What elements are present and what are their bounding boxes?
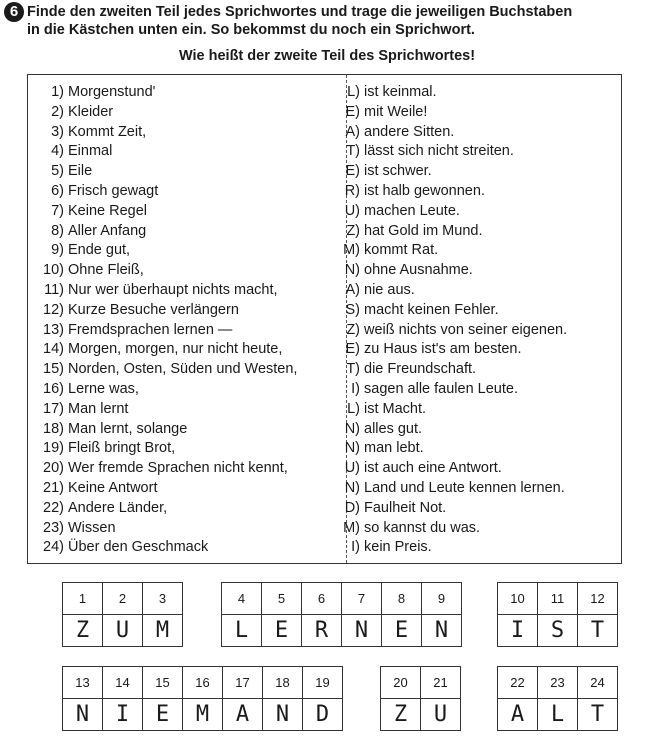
grid-answer-cell[interactable]: Z (381, 699, 421, 731)
proverb-end-item (338, 420, 422, 440)
grid-number-cell: 10 (498, 583, 538, 615)
item-number: 11) (44, 282, 64, 298)
proverb-end-text: nie aus. (364, 282, 415, 298)
proverb-end-item (338, 202, 460, 222)
item-number: 18) (43, 420, 64, 437)
proverb-end-item (338, 162, 432, 182)
item-number: 19) (43, 440, 64, 457)
proverb-start-text: Aller Anfang (68, 222, 147, 239)
grid-answer-cell[interactable]: T (578, 615, 618, 647)
item-letter: U) (344, 202, 360, 219)
grid-answer-cell[interactable]: T (578, 699, 618, 731)
grid-number-cell: 6 (302, 583, 342, 615)
proverb-end-item (338, 479, 565, 499)
proverb-end-text: ohne Ausnahme. (364, 262, 473, 279)
item-letter: L) (347, 400, 360, 417)
grid-answer-cell[interactable]: R (302, 615, 342, 647)
answer-grid (497, 582, 618, 647)
proverb-end-text: lässt sich nicht streiten. (364, 143, 514, 160)
item-letter: T) (346, 361, 360, 378)
item-letter: A) (345, 123, 360, 140)
grid-number-cell: 23 (538, 667, 578, 699)
answer-grid (221, 582, 462, 647)
item-letter: M) (343, 242, 360, 259)
item-letter: N) (344, 420, 360, 437)
grid-number-cell: 8 (382, 583, 422, 615)
grid-number-cell: 22 (498, 667, 538, 699)
grid-answer-cell[interactable]: N (422, 615, 462, 647)
proverb-start-item (28, 499, 167, 519)
grid-number-cell: 20 (381, 667, 421, 699)
proverb-end-item (338, 459, 502, 479)
grid-answer-cell[interactable]: D (303, 699, 343, 731)
item-number: 4) (51, 143, 64, 160)
grid-answer-cell[interactable]: U (421, 699, 461, 731)
proverb-end-item (338, 321, 567, 341)
proverb-start-item (28, 439, 175, 459)
item-number: 2) (51, 103, 64, 120)
grid-answer-cell[interactable]: L (222, 615, 262, 647)
proverb-start-text: Kurze Besuche verlängern (68, 301, 239, 318)
proverb-start-item (28, 103, 113, 123)
item-number: 10) (43, 262, 64, 279)
item-letter: E) (345, 163, 360, 180)
proverb-matching-box (27, 74, 622, 564)
grid-number-cell: 1 (63, 583, 103, 615)
item-letter: N) (344, 440, 360, 457)
grid-number-cell: 11 (538, 583, 578, 615)
grid-number-cell: 21 (421, 667, 461, 699)
proverb-end-text: mit Weile! (364, 103, 428, 120)
grid-answer-cell[interactable]: L (538, 699, 578, 731)
item-letter: U) (344, 460, 360, 477)
grid-answer-cell[interactable]: I (498, 615, 538, 647)
proverb-start-item (28, 202, 147, 222)
grid-number-cell: 5 (262, 583, 302, 615)
item-letter: N) (344, 480, 360, 496)
grid-answer-cell[interactable]: N (263, 699, 303, 731)
grid-answer-cell[interactable]: A (498, 699, 538, 731)
proverb-start-text: Einmal (68, 143, 113, 160)
proverb-start-item (28, 360, 297, 380)
item-number: 14) (43, 341, 64, 358)
proverb-start-text: Andere Länder, (68, 499, 168, 516)
item-letter: I) (351, 539, 360, 556)
proverb-end-text: ist halb gewonnen. (364, 183, 485, 199)
proverb-end-text: kein Preis. (364, 539, 432, 556)
proverb-start-text: Kleider (68, 103, 114, 120)
grid-number-cell: 9 (422, 583, 462, 615)
item-letter: A) (345, 282, 360, 298)
instruction-line-1: Finde den zweiten Teil jedes Sprichwortes und trage die jeweiligen Buchstaben (27, 4, 573, 20)
item-number: 23) (43, 519, 64, 536)
item-number: 5) (51, 163, 64, 180)
proverb-end-text: ist schwer. (364, 163, 432, 180)
proverb-end-item (338, 538, 432, 558)
proverb-end-text: ist keinmal. (364, 84, 437, 100)
proverb-start-text: Morgenstund' (68, 84, 156, 100)
item-letter: N) (344, 262, 360, 279)
proverb-end-text: hat Gold im Mund. (364, 222, 483, 239)
item-number: 13) (43, 321, 64, 338)
proverb-end-item (338, 83, 437, 103)
proverb-start-text: Norden, Osten, Süden und Westen, (68, 361, 298, 378)
grid-answer-cell[interactable]: E (143, 699, 183, 731)
proverb-end-text: weiß nichts von seiner eigenen. (364, 321, 568, 338)
proverb-start-text: Nur wer überhaupt nichts macht, (68, 282, 278, 298)
proverb-end-item (338, 222, 482, 242)
proverb-end-text: Land und Leute kennen lernen. (364, 480, 565, 496)
item-number: 21) (43, 480, 64, 496)
proverb-end-text: zu Haus ist's am besten. (364, 341, 522, 358)
proverb-end-item (338, 142, 514, 162)
grid-answer-cell[interactable]: M (183, 699, 223, 731)
proverb-start-item (28, 321, 232, 341)
item-number: 17) (43, 400, 64, 417)
item-number: 12) (43, 301, 64, 318)
proverb-start-item (28, 123, 146, 143)
proverb-end-item (338, 360, 476, 380)
proverb-end-item (338, 301, 499, 321)
item-letter: T) (346, 143, 360, 160)
grid-answer-cell[interactable]: N (63, 699, 103, 731)
exercise-subtitle: Wie heißt der zweite Teil des Sprichwortes! (178, 48, 476, 64)
proverb-end-text: man lebt. (364, 440, 424, 457)
proverb-end-text: kommt Rat. (364, 242, 439, 259)
proverb-start-item (28, 538, 208, 558)
grid-number-cell: 19 (303, 667, 343, 699)
proverb-end-item (338, 241, 438, 261)
instruction-line-2: in die Kästchen unten ein. So bekommst du noch ein Sprichwort. (27, 22, 475, 38)
proverb-start-text: Kommt Zeit, (68, 123, 147, 140)
item-letter: D) (344, 499, 360, 516)
item-letter: Z) (346, 222, 360, 239)
proverb-start-text: Keine Antwort (68, 480, 158, 496)
proverb-end-text: andere Sitten. (364, 123, 455, 140)
grid-number-cell: 2 (103, 583, 143, 615)
proverb-end-item (338, 439, 424, 459)
grid-answer-cell[interactable]: N (342, 615, 382, 647)
proverb-end-item (338, 103, 427, 123)
grid-number-cell: 13 (63, 667, 103, 699)
grid-number-cell: 12 (578, 583, 618, 615)
item-number: 6) (51, 183, 64, 199)
proverb-start-item (28, 459, 288, 479)
item-letter: E) (345, 341, 360, 358)
grid-answer-cell[interactable]: E (382, 615, 422, 647)
proverb-start-item (28, 162, 92, 182)
proverb-end-text: Faulheit Not. (364, 499, 447, 516)
proverb-start-text: Fleiß bringt Brot, (68, 440, 176, 457)
proverb-start-text: Man lernt, solange (68, 420, 188, 437)
proverb-end-text: ist auch eine Antwort. (364, 460, 502, 477)
item-number: 20) (43, 460, 64, 477)
proverb-end-item (338, 123, 454, 143)
proverb-start-item (28, 400, 128, 420)
item-number: 15) (43, 361, 64, 378)
proverb-end-text: sagen alle faulen Leute. (364, 381, 518, 397)
grid-answer-cell[interactable]: Z (63, 615, 103, 647)
item-number: 24) (43, 539, 64, 556)
item-number: 1) (51, 84, 64, 100)
proverb-start-item (28, 241, 130, 261)
proverb-start-item (28, 142, 112, 162)
proverb-start-item (28, 340, 282, 360)
grid-number-cell: 16 (183, 667, 223, 699)
proverb-start-text: Fremdsprachen lernen — (68, 321, 233, 338)
proverb-start-item (28, 301, 239, 321)
item-letter: S) (345, 301, 360, 318)
proverb-end-text: ist Macht. (364, 400, 427, 417)
grid-number-cell: 4 (222, 583, 262, 615)
grid-number-cell: 17 (223, 667, 263, 699)
proverb-start-item (28, 420, 187, 440)
item-number: 7) (51, 202, 64, 219)
proverb-start-item (28, 281, 278, 301)
proverb-start-text: Frisch gewagt (68, 183, 159, 199)
grid-number-cell: 14 (103, 667, 143, 699)
proverb-end-text: alles gut. (364, 420, 423, 437)
proverb-start-item (28, 261, 144, 281)
proverb-end-text: machen Leute. (364, 202, 460, 219)
proverb-start-text: Lerne was, (68, 381, 139, 397)
item-number: 9) (51, 242, 64, 259)
item-number: 16) (43, 381, 64, 397)
grid-number-cell: 24 (578, 667, 618, 699)
item-letter: L) (347, 84, 360, 100)
proverb-start-item (28, 83, 155, 103)
proverb-end-item (338, 261, 473, 281)
item-number: 3) (51, 123, 64, 140)
grid-answer-cell[interactable]: S (538, 615, 578, 647)
proverb-end-item (338, 380, 518, 400)
item-letter: I) (351, 381, 360, 397)
grid-number-cell: 3 (143, 583, 183, 615)
item-number: 22) (43, 499, 64, 516)
task-instruction (27, 3, 647, 39)
proverb-start-text: Wissen (68, 519, 116, 536)
proverb-start-text: Wer fremde Sprachen nicht kennt, (68, 460, 288, 477)
grid-number-cell: 7 (342, 583, 382, 615)
proverb-start-item (28, 182, 158, 202)
grid-answer-cell[interactable]: A (223, 699, 263, 731)
item-letter: R) (344, 183, 360, 199)
answer-grid (380, 666, 461, 731)
proverb-end-item (338, 281, 415, 301)
proverb-end-text: macht keinen Fehler. (364, 301, 499, 318)
item-letter: E) (345, 103, 360, 120)
proverb-end-text: so kannst du was. (364, 519, 481, 536)
proverb-start-text: Man lernt (68, 400, 129, 417)
answer-grid (497, 666, 618, 731)
item-number: 8) (51, 222, 64, 239)
proverb-start-text: Morgen, morgen, nur nicht heute, (68, 341, 283, 358)
proverb-start-text: Eile (68, 163, 93, 180)
proverb-start-text: Ohne Fleiß, (68, 262, 144, 279)
proverb-start-item (28, 380, 139, 400)
item-letter: Z) (346, 321, 360, 338)
grid-number-cell: 18 (263, 667, 303, 699)
proverb-end-item (338, 182, 485, 202)
grid-answer-cell[interactable]: I (103, 699, 143, 731)
grid-answer-cell[interactable]: U (103, 615, 143, 647)
answer-grid (62, 666, 343, 731)
proverb-start-text: Ende gut, (68, 242, 131, 259)
proverb-end-item (338, 519, 480, 539)
proverb-end-text: die Freundschaft. (364, 361, 477, 378)
proverb-end-item (338, 340, 522, 360)
item-letter: M) (343, 519, 360, 536)
proverb-end-item (338, 400, 426, 420)
task-number-badge: 6 (4, 2, 24, 22)
grid-answer-cell[interactable]: E (262, 615, 302, 647)
answer-grid (62, 582, 183, 647)
proverb-end-item (338, 499, 446, 519)
proverb-start-item (28, 479, 157, 499)
proverb-start-item (28, 519, 116, 539)
proverb-start-text: Keine Regel (68, 202, 147, 219)
grid-number-cell: 15 (143, 667, 183, 699)
proverb-start-text: Über den Geschmack (68, 539, 209, 556)
proverb-start-item (28, 222, 146, 242)
grid-answer-cell[interactable]: M (143, 615, 183, 647)
